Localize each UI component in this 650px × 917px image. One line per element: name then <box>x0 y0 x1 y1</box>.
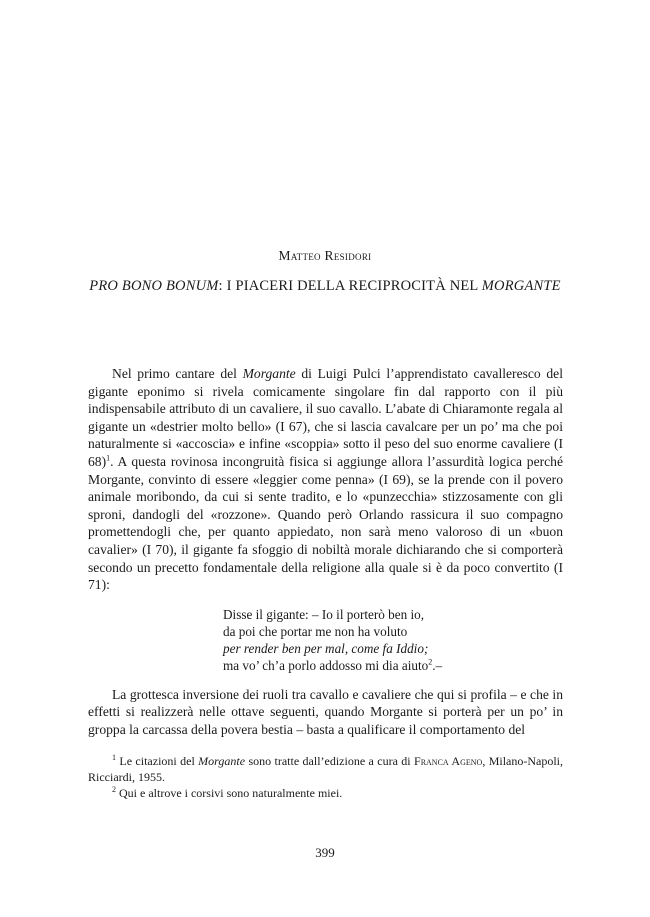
footnote-1-editor: Franca Ageno <box>414 754 483 768</box>
main-text <box>88 365 563 739</box>
footnote-1-number: 1 <box>112 753 116 762</box>
verse-line-1: Disse il gigante: – Io il porterò ben io, <box>223 606 425 622</box>
footnote-1-text-b: sono tratte dall’edizione a cura di <box>245 754 415 768</box>
footnote-1 <box>88 753 563 785</box>
page-number: 399 <box>315 845 335 860</box>
footnote-ref-2: 2 <box>428 657 433 667</box>
verse-line-4-text: ma vo’ ch’a porlo addosso mi dia aiuto <box>223 657 429 673</box>
footnote-ref-1: 1 <box>106 453 111 463</box>
title-latin-phrase: PRO BONO BONUM <box>89 278 219 294</box>
p1-text-c: . A questa rovinosa incongruità fisica si aggiunge allora l’assurdità logica perché Morgante, convinto di essere «leggier come penna» (I 69), se la prende con il povero animale moribondo, da cui si sente tradito, e lo «punzecchia» stizzosamente con gli sproni, dandogli del «rozzone». Quando però Orlando rassicura il suo compagno promettendogli che, per quanto appiedato, non sarà meno valoroso di un «buon cavalier» (I 70), il gigante fa sfoggio di nobiltà morale dichiarando che si comporterà secondo un precetto fondamentale della religione alla quale si è da poco convertito (I 71): <box>88 453 563 593</box>
verse-line-4 <box>223 657 563 674</box>
author-name: Matteo Residori <box>278 248 372 263</box>
title-middle: : I PIACERI DELLA RECIPROCITÀ NEL <box>218 278 482 294</box>
verse-line-4-end: .– <box>432 657 443 673</box>
footnote-1-italic: Morgante <box>198 754 246 768</box>
footnote-2 <box>88 785 563 801</box>
footnotes <box>88 753 563 801</box>
title-work-name: MORGANTE <box>481 278 561 294</box>
footnote-2-number: 2 <box>112 785 116 794</box>
verse-line-3 <box>223 640 563 657</box>
paragraph-2: La grottesca inversione dei ruoli tra cavallo e cavaliere che qui si profila – e che in effetti si realizzerà nelle ottave seguenti, quando Morgante si porterà per un po’ in groppa la carcassa della povera bestia – basta a qualificare il comportamento del <box>88 686 563 737</box>
verse-line-3-italic: per render ben per mal, come fa Iddio; <box>223 640 429 656</box>
footnote-2-text: Qui e altrove i corsivi sono naturalmente miei. <box>119 786 343 800</box>
footnote-1-text-a: Le citazioni del <box>119 754 199 768</box>
paragraph-1 <box>88 365 563 594</box>
verse-quotation <box>223 606 563 674</box>
verse-line-2: da poi che portar me non ha voluto <box>223 623 408 639</box>
footnote-1-text-c: , Milano-Napoli, Ricciardi, 1955. <box>88 754 564 784</box>
p1-text-a: Nel primo cantare del <box>112 366 243 381</box>
p1-text-b: di Luigi Pulci l’apprendistato cavalleresco del gigante eponimo si rivela comicamente singolare fin dal rapporto con il più indispensabile attributo di un cavaliere, il suo cavallo. L’abate di Chiaramonte regala al gigante un «destrier molto bello» (I 67), che si lascia cavalcare per un po’ ma che poi naturalmente si «accoscia» e infine «scoppia» sotto il peso del suo enorme cavaliere (I 68) <box>88 366 563 469</box>
p1-italic-title: Morgante <box>242 366 296 381</box>
article-title <box>0 278 650 295</box>
